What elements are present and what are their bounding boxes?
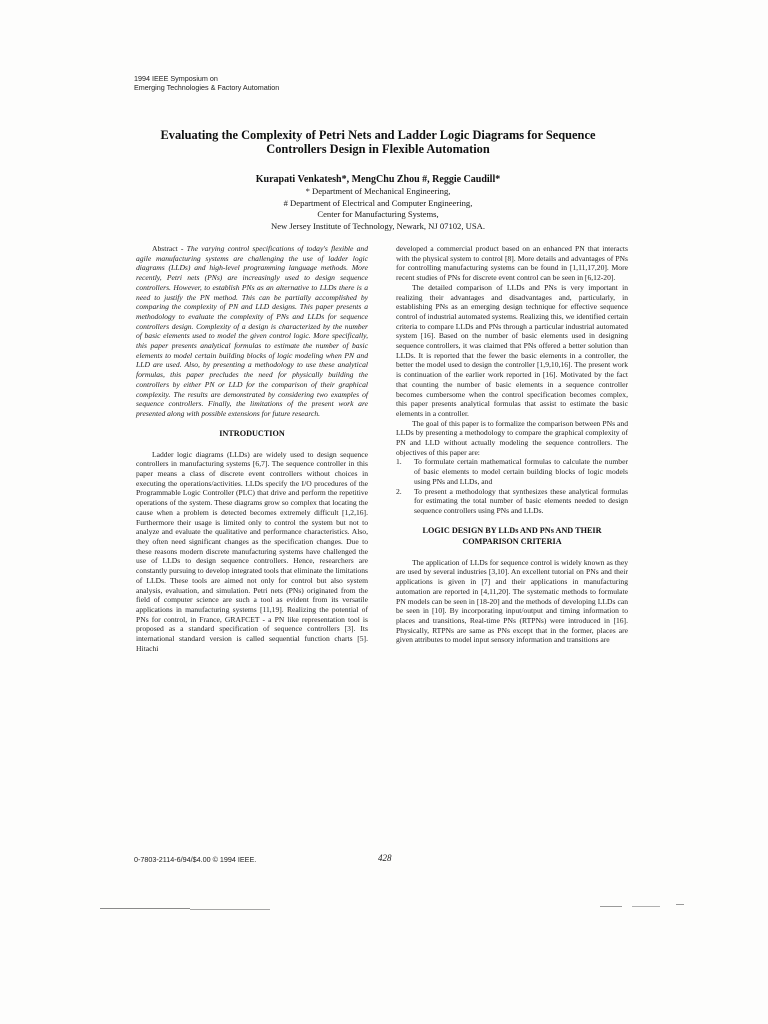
right-column <box>396 244 628 645</box>
abstract-text: The varying control specifications of today's flexible and agile manufacturing systems are challenging the use of ladder logic diagrams (LLDs) and high-level programming language methods. More recently, Petri nets (PNs) are increasingly used to design sequence controllers. However, to establish PNs as an alternative to LLDs there is a need to justify the PN method. This can be partially accomplished by comparing the complexity of PN and LLD designs. This paper presents a methodology to evaluate the complexity of PNs and LLDs for sequence controllers design. Complexity of a design is characterized by the number of basic elements used to model the given control logic. More specifically, this paper presents analytical formulas to estimate the number of basic elements to model certain building blocks of logic modeling when PN and LLD are used. Also, by presenting a methodology to use these analytical formulas, this paper precludes the need for physically building the controllers by either PN or LLD for the comparison of their graphical complexity. The results are demonstrated by considering two examples of sequence controllers. Finally, the limitations of the present work are presented along with possible extensions for future research. <box>136 244 368 418</box>
body-paragraph: developed a commercial product based on an enhanced PN that interacts with the physical system to control [8]. More details and advantages of PNs for controlling manufacturing systems can be found in [1,11,17,20]. More recent studies of PNs for discrete event control can be seen in [6,12-20]. <box>396 244 628 283</box>
scan-artifact-line <box>632 906 660 907</box>
heading-line: COMPARISON CRITERIA <box>462 536 562 546</box>
scan-artifact-line <box>100 908 190 909</box>
abstract <box>136 244 368 419</box>
body-paragraph: The detailed comparison of LLDs and PNs is very important in realizing their advantages and disadvantages and, particularly, in establishing PNs as an emerging design technique for effective sequence control of industrial automated systems. Realizing this, we identified certain criteria to compare LLDs and PNs through a particular industrial automated system [16]. Based on the number of basic elements used in designing sequence controllers, it was claimed that PNs offered a better solution than LLDs. It is reported that the fewer the basic elements in a controller, the better the model used to design the controller [1,9,10,16]. The present work is continuation of the earlier work reported in [16]. Motivated by the fact that counting the number of basic elements in a sequence controller becomes cumbersome when the control specification becomes complex, this paper presents analytical formulas that assist to estimate the basic elements in a controller. <box>396 282 628 418</box>
copyright-notice: 0-7803-2114-6/94/$4.00 © 1994 IEEE. <box>134 855 257 864</box>
affiliation-line: Center for Manufacturing Systems, <box>317 209 439 219</box>
body-paragraph: The application of LLDs for sequence control is widely known as they are used by several industries [3,10]. An excellent tutorial on PNs and their applications is given in [7] and their applications in manufacturing automation are reported in [4,11,20]. The systematic methods to formulate PN models can be seen in [18-20] and the methods of developing LLDs can be seen in [10]. By incorporating input/output and timing information to places and transitions, Real-time PNs (RTPNs) were introduced in [16]. Physically, RTPNs are same as PNs except that in the former, places are given attributes to model input sensory information and transitions are <box>396 557 628 645</box>
venue-line: 1994 IEEE Symposium on <box>134 74 218 83</box>
affiliation-line: # Department of Electrical and Computer Engineering, <box>283 197 473 208</box>
author-list: Kurapati Venkatesh*, MengChu Zhou #, Reggie Caudill* <box>255 174 501 185</box>
paper-title <box>110 128 646 156</box>
scan-artifact-line <box>600 906 622 907</box>
title-line: Evaluating the Complexity of Petri Nets and Ladder Logic Diagrams for Sequence <box>160 128 596 142</box>
list-item <box>396 457 628 486</box>
heading-line: LOGIC DESIGN BY LLDs AND PNs AND THEIR <box>422 525 602 535</box>
title-line: Controllers Design in Flexible Automation <box>266 142 490 156</box>
left-column <box>136 244 368 653</box>
affiliation-line: * Department of Mechanical Engineering, <box>305 186 451 196</box>
list-number: 2. <box>396 486 402 496</box>
section-heading-introduction: INTRODUCTION <box>219 428 285 438</box>
scan-artifact-line <box>676 904 684 905</box>
page-number: 428 <box>378 853 392 863</box>
venue-header <box>134 74 279 92</box>
objectives-list <box>396 457 628 515</box>
affiliation-line: New Jersey Institute of Technology, Newark, NJ 07102, USA. <box>271 220 485 231</box>
abstract-label: Abstract - <box>152 244 187 253</box>
list-number: 1. <box>396 457 402 467</box>
section-heading-logic-design <box>396 525 628 547</box>
list-item-text: To formulate certain mathematical formulas to calculate the number of basic elements to model certain building blocks of logic models using PNs and LLDs, and <box>414 457 628 486</box>
venue-line: Emerging Technologies & Factory Automation <box>134 83 280 92</box>
scan-artifact-line <box>190 909 270 910</box>
body-paragraph: Ladder logic diagrams (LLDs) are widely used to design sequence controllers in manufacturing systems [6,7]. The sequence controller in this paper means a class of discrete event controllers without choices in executing the operations/activities. LLDs specify the I/O procedures of the Programmable Logic Controller (PLC) that drive and perform the repetitive operations of the system. These diagrams grow so complex that locating the cause when a problem is detected becomes extremely difficult [1,2,16]. Furthermore their usage is limited only to control the system but not to analyze and evaluate the qualitative and performance characteristics. Also, they often need significant changes as the specification changes. Due to these reasons modern discrete manufacturing systems have challenged the use of LLDs to design sequence controllers. Hence, researchers are constantly pursuing to develop integrated tools that eliminate the limitations of LLDs. These tools are aimed not only for control but also system analysis, evaluation, and simulation. Petri nets (PNs) originated from the field of computer science are such a tool as evident from its versatile applications in manufacturing systems [11,19]. Realizing the potential of PNs for control, in France, GRAFCET - a PN like representation tool is proposed as a standard specification of sequence controllers [3]. Its international standard version is called sequential function charts [5]. Hitachi <box>136 449 368 653</box>
list-item-text: To present a methodology that synthesizes these analytical formulas for estimating the total number of basic elements needed to design sequence controllers using PNs and LLDs. <box>414 486 628 515</box>
list-item <box>396 487 628 516</box>
body-paragraph: The goal of this paper is to formalize the comparison between PNs and LLDs by presenting a methodology to compare the graphical complexity of PN and LLD without actually modeling the sequence controllers. The objectives of this paper are: <box>396 418 628 457</box>
affiliations <box>110 186 646 232</box>
